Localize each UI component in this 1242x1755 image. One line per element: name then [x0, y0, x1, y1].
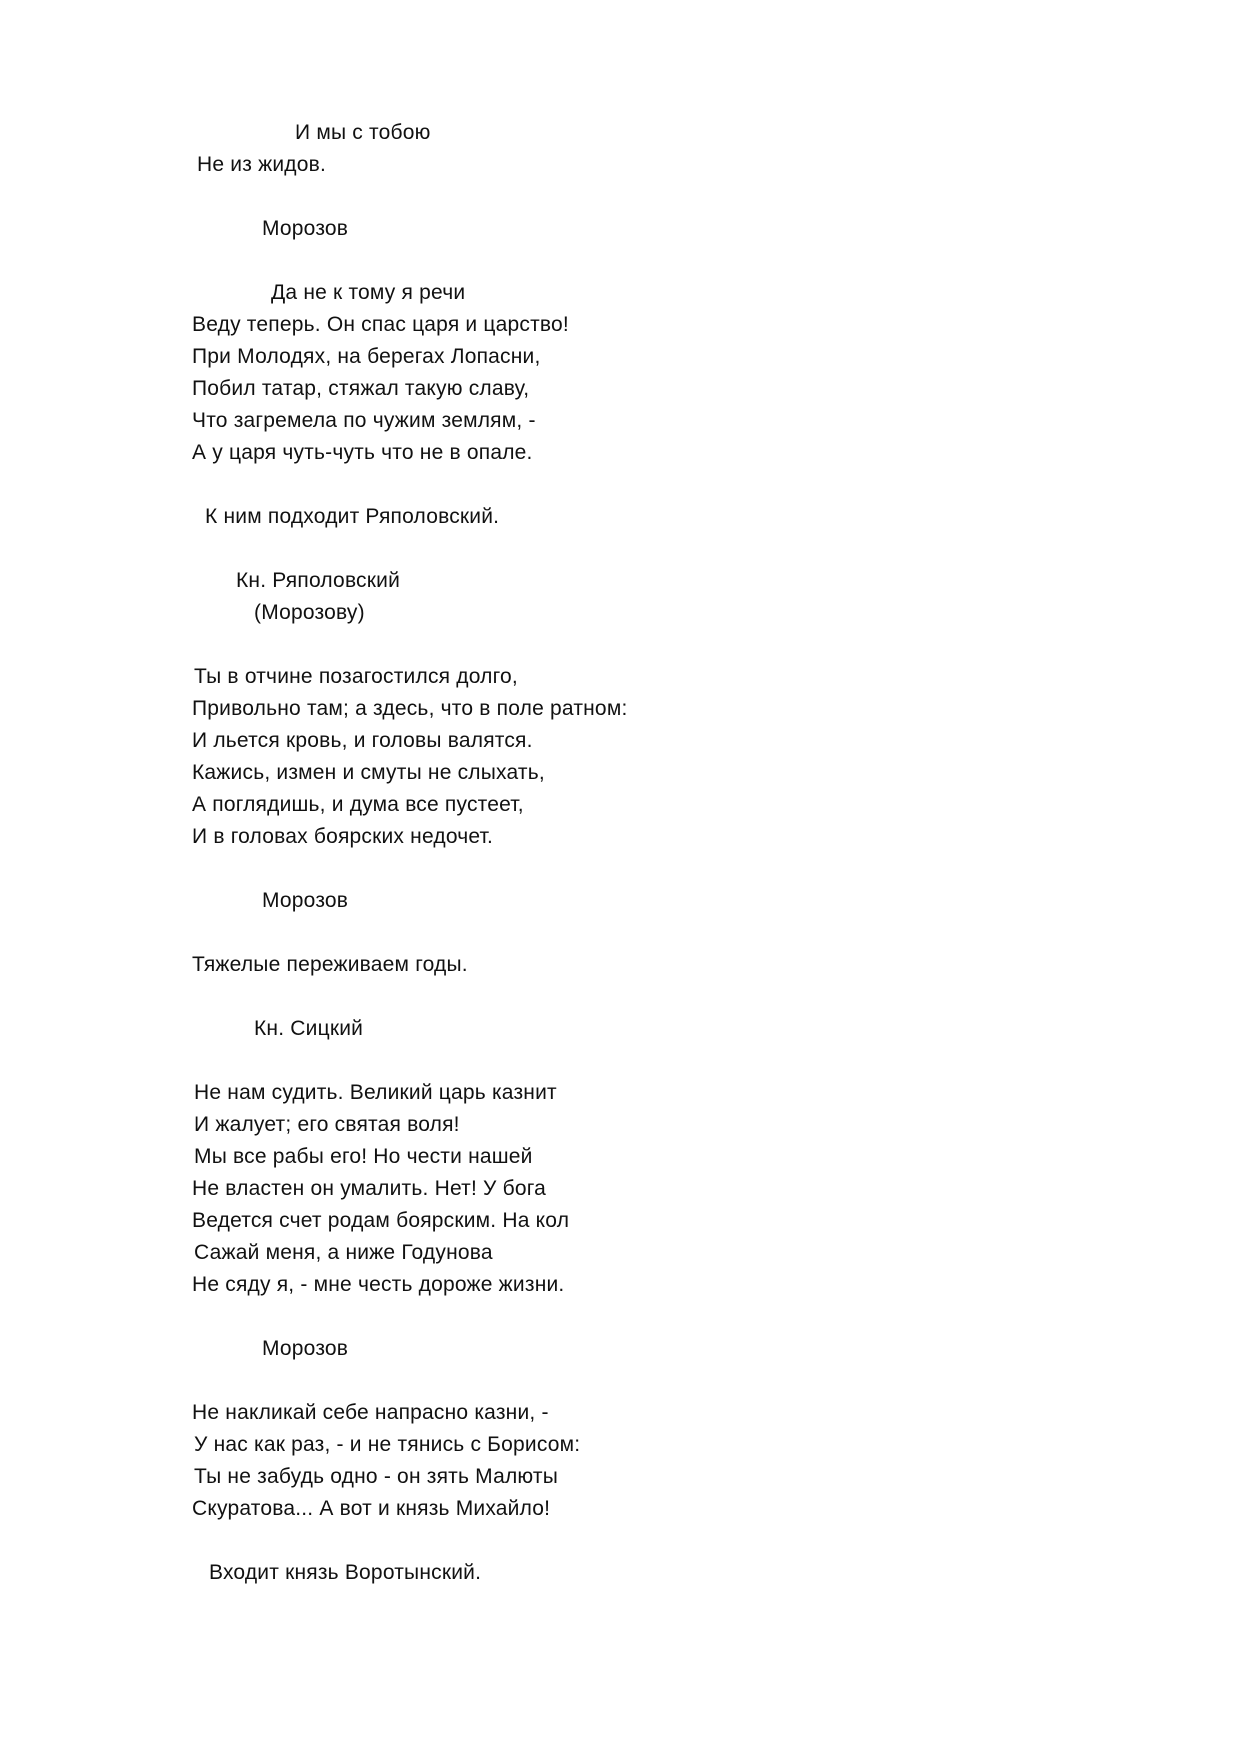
verse-line: И льется кровь, и головы валятся.	[192, 729, 533, 752]
verse-line: Да не к тому я речи	[271, 281, 466, 304]
verse-line: Побил татар, стяжал такую славу,	[192, 377, 530, 400]
verse-line: А поглядишь, и дума все пустеет,	[192, 793, 524, 816]
verse-line: Не из жидов.	[197, 153, 326, 176]
verse-line: И жалует; его святая воля!	[194, 1113, 460, 1136]
speaker-name: Кн. Ряполовский	[236, 569, 401, 592]
speaker-name: Морозов	[262, 1337, 349, 1360]
verse-line: У нас как раз, - и не тянись с Борисом:	[194, 1433, 581, 1456]
verse-line: Скуратова... А вот и князь Михайло!	[192, 1497, 551, 1520]
verse-line: И мы с тобою	[295, 121, 431, 144]
verse-line: Привольно там; а здесь, что в поле ратном:	[192, 697, 628, 720]
verse-line: И в головах боярских недочет.	[192, 825, 494, 848]
stage-direction: Входит князь Воротынский.	[209, 1561, 482, 1584]
verse-line: А у царя чуть-чуть что не в опале.	[192, 441, 533, 464]
verse-line: Веду теперь. Он спас царя и царство!	[192, 313, 569, 336]
verse-line: Тяжелые переживаем годы.	[192, 953, 468, 976]
verse-line: Мы все рабы его! Но чести нашей	[194, 1145, 533, 1168]
verse-line: Ты в отчине позагостился долго,	[194, 665, 518, 688]
stage-direction: (Морозову)	[254, 601, 365, 624]
speaker-name: Кн. Сицкий	[254, 1017, 364, 1040]
verse-line: Ты не забудь одно - он зять Малюты	[194, 1465, 559, 1488]
verse-line: Не накликай себе напрасно казни, -	[192, 1401, 549, 1424]
verse-line: Не сяду я, - мне честь дороже жизни.	[192, 1273, 565, 1296]
verse-line: Что загремела по чужим землям, -	[192, 409, 536, 432]
verse-line: Сажай меня, а ниже Годунова	[194, 1241, 493, 1264]
verse-line: При Молодях, на берегах Лопасни,	[192, 345, 541, 368]
verse-line: Не нам судить. Великий царь казнит	[194, 1081, 557, 1104]
speaker-name: Морозов	[262, 217, 349, 240]
speaker-name: Морозов	[262, 889, 349, 912]
verse-line: Не властен он умалить. Нет! У бога	[192, 1177, 546, 1200]
verse-line: Ведется счет родам боярским. На кол	[192, 1209, 570, 1232]
stage-direction: К ним подходит Ряполовский.	[205, 505, 500, 528]
verse-line: Кажись, измен и смуты не слыхать,	[192, 761, 545, 784]
